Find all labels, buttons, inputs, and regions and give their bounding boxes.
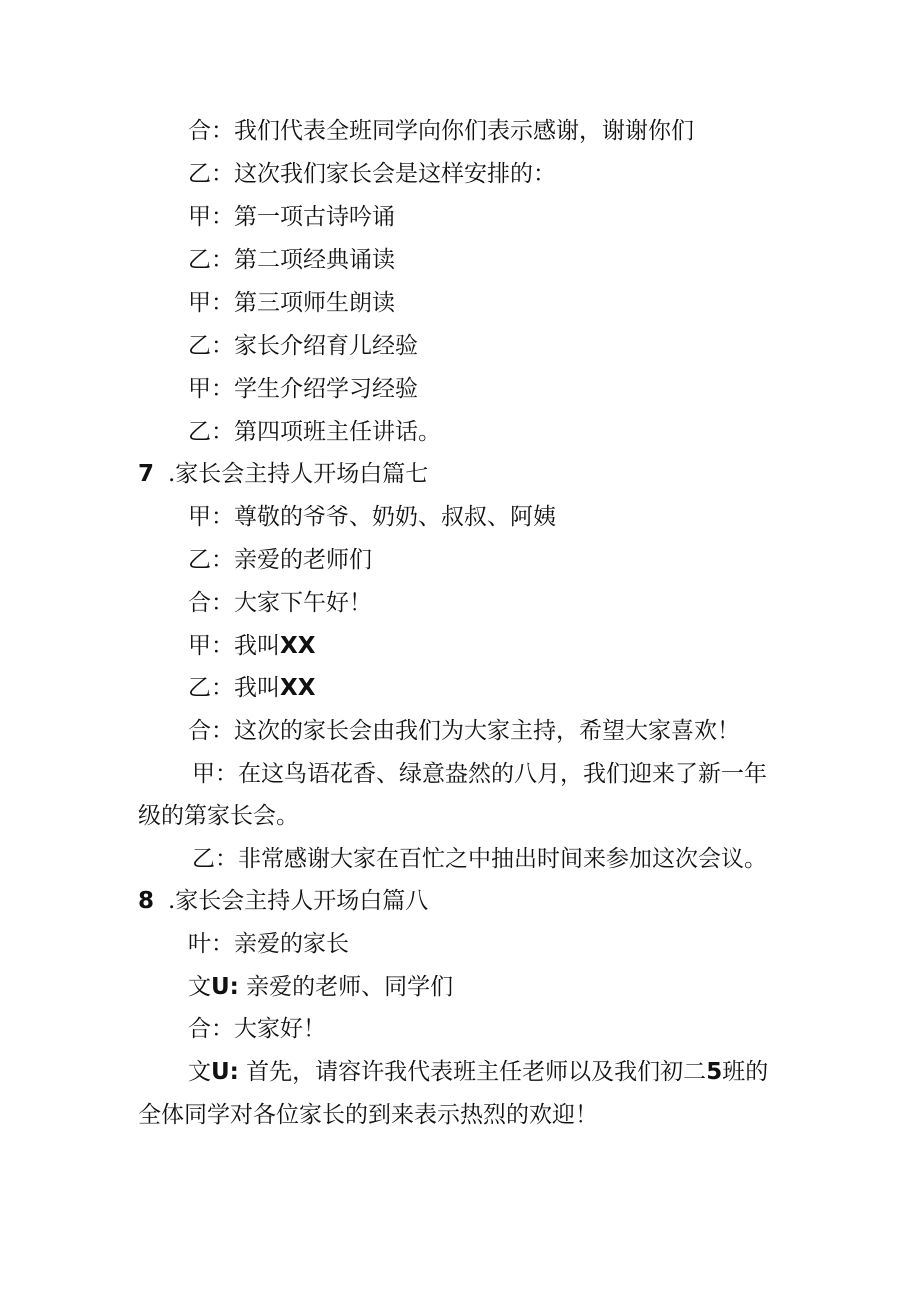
dialogue-text: 班的 [722,1059,769,1085]
dialogue-text: 尊敬的爷爷、奶奶、叔叔、阿姨 [234,504,556,530]
paragraph-line [0,800,920,832]
dialogue-text: 这次我们家长会是这样安排的： [234,161,556,187]
section-title: .家长会主持人开场白篇八 [168,888,429,914]
speaker-label: 甲： [188,376,234,402]
dialogue-text: 我叫 [234,675,280,701]
dialogue-line [0,115,920,147]
paragraph-text: 甲：在这鸟语花香、绿意盎然的八月，我们迎来了新一年 [192,761,767,787]
speaker-label-bold: U: [211,1059,239,1085]
speaker-label: 乙： [188,675,234,701]
paragraph-line [0,843,920,875]
speaker-label: 文 [188,1059,211,1085]
dialogue-line [0,373,920,405]
dialogue-line [0,330,920,362]
paragraph-line [0,1099,920,1131]
dialogue-line [0,1056,920,1088]
dialogue-text: 首先，请容许我代表班主任老师以及我们初二 [238,1059,707,1085]
name-placeholder: XX [280,633,316,659]
speaker-label: 合： [188,118,234,144]
dialogue-line [0,1013,920,1045]
speaker-label: 合： [188,718,234,744]
speaker-label: 甲： [188,633,234,659]
class-number: 5 [706,1059,723,1085]
dialogue-line [0,544,920,576]
speaker-label: 乙： [188,333,234,359]
dialogue-text: 第二项经典诵读 [234,247,395,273]
dialogue-line [0,501,920,533]
paragraph-text: 乙：非常感谢大家在百忙之中抽出时间来参加这次会议。 [192,846,767,872]
dialogue-text: 学生介绍学习经验 [234,376,418,402]
dialogue-line [0,244,920,276]
speaker-label: 合： [188,590,234,616]
paragraph-text: 全体同学对各位家长的到来表示热烈的欢迎！ [138,1102,598,1128]
section-title: .家长会主持人开场白篇七 [168,461,429,487]
section-heading-8 [0,885,920,917]
paragraph-line [0,758,920,790]
dialogue-line [0,416,920,448]
dialogue-line [0,672,920,704]
dialogue-line [0,715,920,747]
dialogue-line [0,630,920,662]
speaker-label: 乙： [188,161,234,187]
dialogue-line [0,971,920,1003]
dialogue-line [0,587,920,619]
dialogue-line [0,928,920,960]
dialogue-text: 第四项班主任讲话。 [234,419,441,445]
speaker-label: 甲： [188,290,234,316]
speaker-label: 文 [188,974,211,1000]
section-number: 7 [138,461,155,487]
dialogue-line [0,201,920,233]
section-heading-7 [0,458,920,490]
dialogue-line [0,287,920,319]
speaker-label: 甲： [188,204,234,230]
dialogue-text: 第三项师生朗读 [234,290,395,316]
dialogue-text: 大家下午好！ [234,590,372,616]
speaker-label: 甲： [188,504,234,530]
speaker-label: 叶： [188,931,234,957]
dialogue-line [0,158,920,190]
section-number: 8 [138,888,155,914]
dialogue-text: 我们代表全班同学向你们表示感谢，谢谢你们 [234,118,694,144]
dialogue-text: 亲爱的老师、同学们 [238,974,454,1000]
speaker-label: 乙： [188,419,234,445]
dialogue-text: 家长介绍育儿经验 [234,333,418,359]
name-placeholder: XX [280,675,316,701]
paragraph-text: 级的第家长会。 [138,803,299,829]
speaker-label: 乙： [188,247,234,273]
dialogue-text: 第一项古诗吟诵 [234,204,395,230]
dialogue-text: 亲爱的老师们 [234,547,372,573]
dialogue-text: 亲爱的家长 [234,931,349,957]
dialogue-text: 我叫 [234,633,280,659]
speaker-label: 合： [188,1016,234,1042]
dialogue-text: 这次的家长会由我们为大家主持，希望大家喜欢！ [234,718,740,744]
speaker-label-bold: U: [211,974,239,1000]
dialogue-text: 大家好！ [234,1016,326,1042]
speaker-label: 乙： [188,547,234,573]
